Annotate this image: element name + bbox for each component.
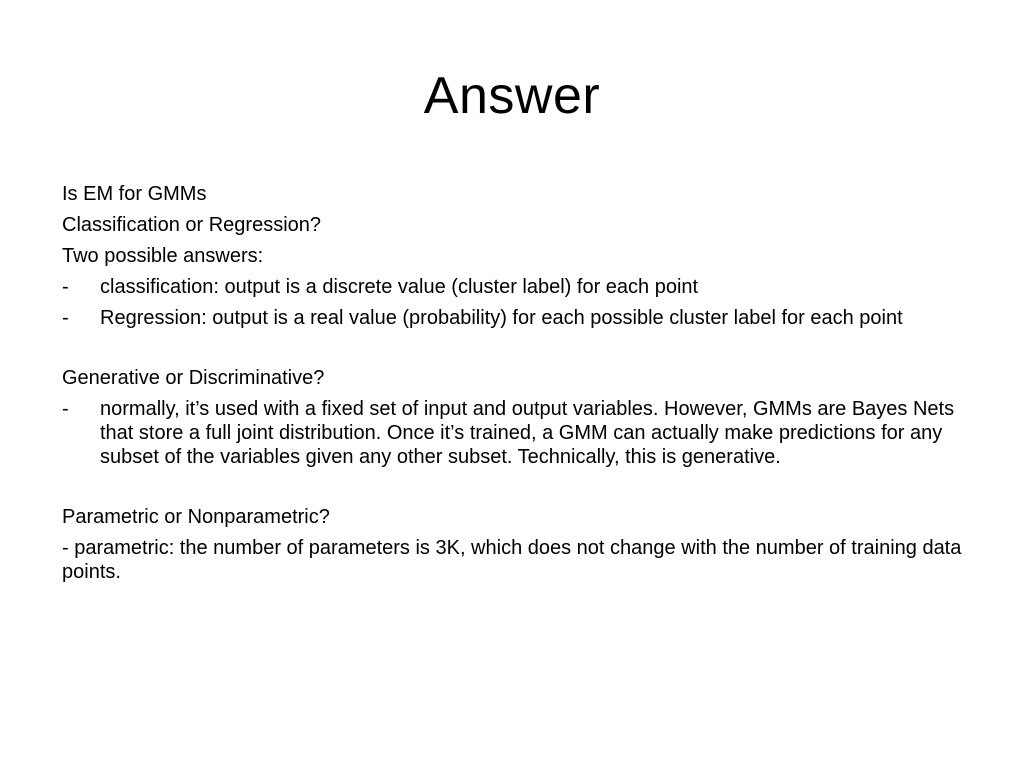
bullet-marker: - — [62, 276, 69, 298]
body-line-intro: Is EM for GMMs — [62, 183, 207, 205]
bullet-generative — [62, 397, 962, 469]
body-line-question-1: Classification or Regression? — [62, 214, 322, 236]
bullet-regression — [62, 306, 962, 330]
body-line-question-3: Parametric or Nonparametric? — [62, 506, 330, 528]
slide-title: Answer — [423, 67, 601, 125]
spacer — [62, 337, 962, 366]
bullet-classification — [62, 275, 962, 299]
slide-body — [62, 182, 962, 591]
bullet-text: normally, it’s used with a fixed set of input and output variables. However, GMMs are Bayes Nets that store a full joint distribution. Once it’s trained, a GMM can actually make predictions for any subset of the variables given any other subset. Technically, this is generative. — [100, 398, 955, 468]
bullet-text: classification: output is a discrete value (cluster label) for each point — [100, 276, 699, 298]
body-line-question-2: Generative or Discriminative? — [62, 367, 325, 389]
bullet-marker: - — [62, 307, 69, 329]
bullet-text: Regression: output is a real value (probability) for each possible cluster label for each point — [100, 307, 903, 329]
body-line-answers-intro: Two possible answers: — [62, 245, 264, 267]
spacer — [62, 476, 962, 505]
bullet-marker: - — [62, 398, 69, 420]
body-line-answer-3: - parametric: the number of parameters is 3K, which does not change with the number of training data points. — [62, 537, 962, 583]
